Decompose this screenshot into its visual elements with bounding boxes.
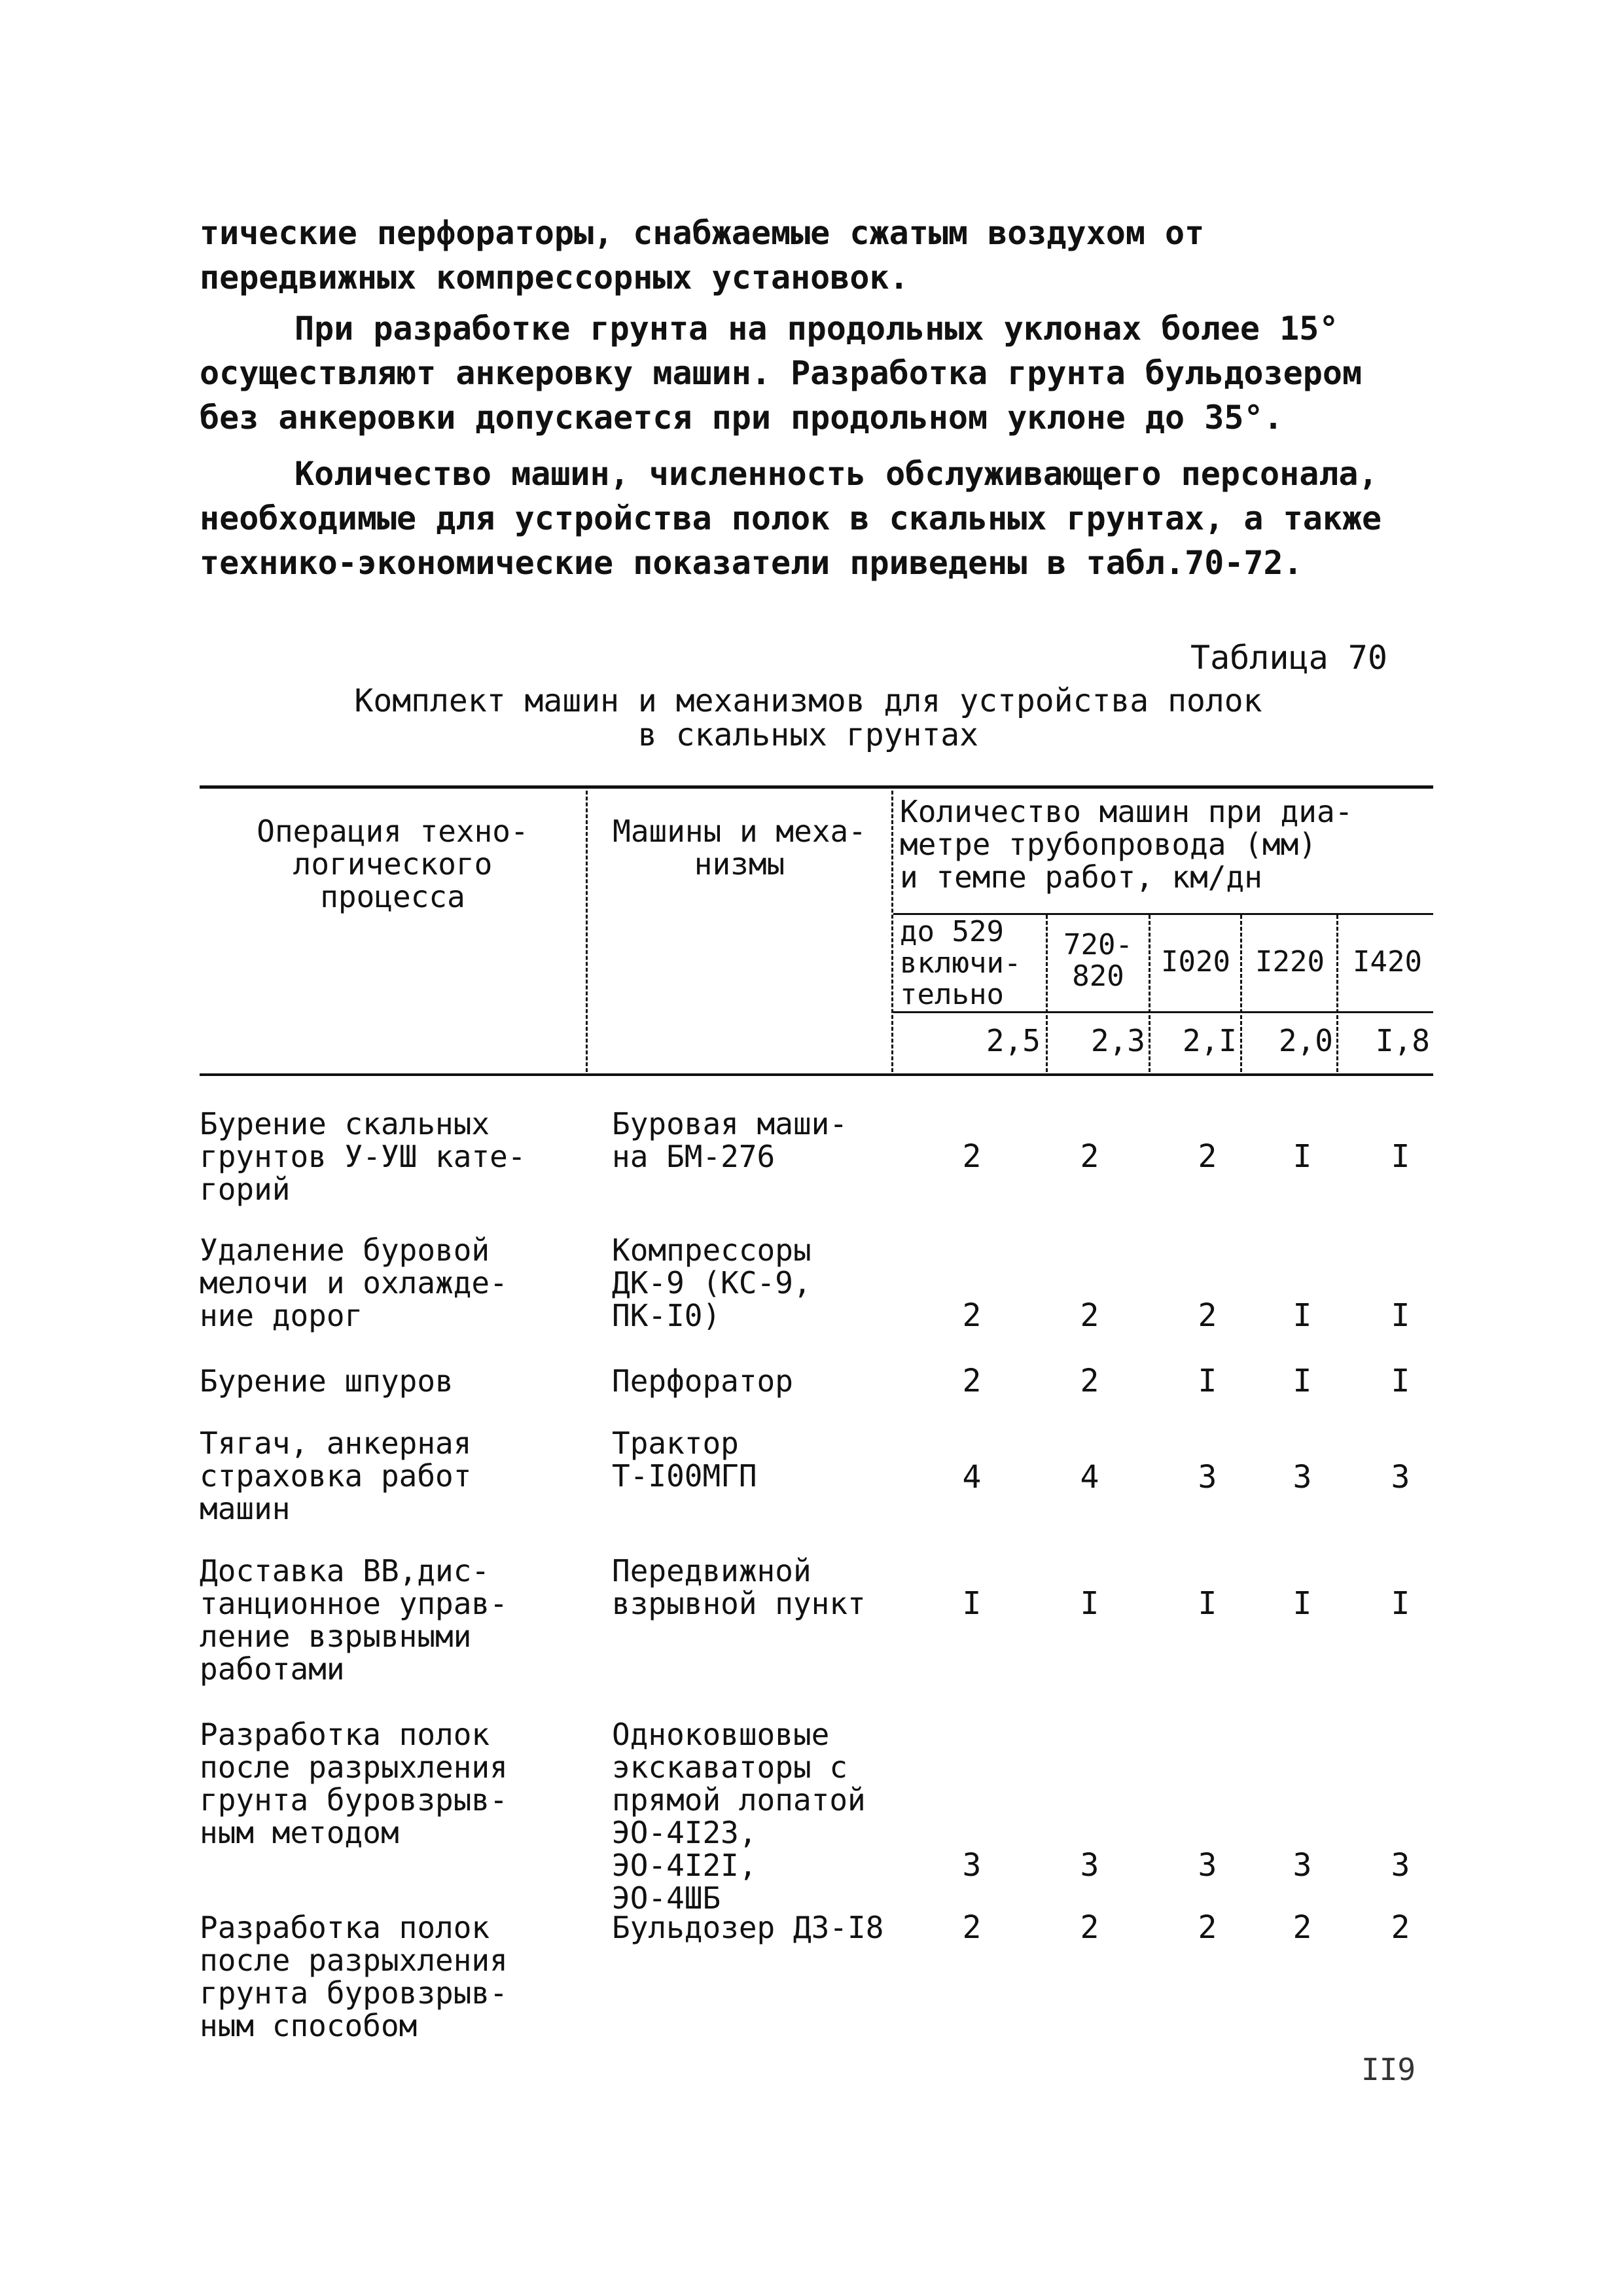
table-header-bottom-rule: [200, 1073, 1433, 1076]
row-3-value-1: 2: [962, 1363, 982, 1399]
paragraph-slopes-text: При разработке грунта на продольных уклонах более 15° осуществляют анкеровку машин. Разработка грунта бульдозером без анкеровки допускается при продольном уклоне до 35°.: [200, 310, 1363, 437]
row-1-value-4: I: [1293, 1138, 1312, 1175]
row-5-value-5: I: [1391, 1585, 1410, 1622]
table-column-divider: [1149, 915, 1150, 1072]
row-4-machines: Трактор Т-I00МГП: [612, 1426, 757, 1494]
row-3-value-3: I: [1198, 1363, 1217, 1399]
header-rate-5: I,8: [1375, 1023, 1430, 1058]
row-6-value-3: 3: [1198, 1847, 1217, 1884]
row-5-value-1: I: [962, 1585, 982, 1622]
header-rate-1: 2,5: [986, 1023, 1041, 1058]
row-1-value-3: 2: [1198, 1138, 1217, 1175]
row-4-value-5: 3: [1391, 1459, 1410, 1496]
row-2-operation: Удаление буровой мелочи и охлажде- ние дорог: [200, 1232, 508, 1333]
header-diameter-5: I420: [1353, 945, 1422, 978]
row-6-value-5: 3: [1391, 1847, 1410, 1884]
row-2-machines: Компрессоры ДК-9 (КС-9, ПК-I0): [612, 1232, 812, 1333]
row-2-value-3: 2: [1198, 1297, 1217, 1334]
table-column-divider: [586, 791, 588, 1072]
row-7-value-2: 2: [1080, 1909, 1099, 1946]
table-column-divider: [891, 791, 893, 1072]
paragraph-continuation: тические перфораторы, снабжаемые сжатым воздухом от передвижных компрессорных установок.: [200, 214, 1205, 296]
row-2-value-1: 2: [962, 1297, 982, 1334]
header-rate-2: 2,3: [1090, 1023, 1145, 1058]
paragraph-reference-text: Количество машин, численность обслуживающего персонала, необходимые для устройства полок в скальных грунтах, а также технико-экономические показатели приведены в табл.70-72.: [200, 455, 1382, 582]
row-2-value-5: I: [1391, 1297, 1410, 1334]
row-7-value-4: 2: [1293, 1909, 1312, 1946]
row-1-value-2: 2: [1080, 1138, 1099, 1175]
row-1-value-5: I: [1391, 1138, 1410, 1175]
row-4-operation: Тягач, анкерная страховка работ машин: [200, 1426, 472, 1526]
row-3-value-2: 2: [1080, 1363, 1099, 1399]
row-3-value-4: I: [1293, 1363, 1312, 1399]
row-1-operation: Бурение скальных грунтов У-УШ кате- горий: [200, 1106, 526, 1207]
header-rate-4: 2,0: [1278, 1023, 1333, 1058]
row-2-value-4: I: [1293, 1297, 1312, 1334]
row-7-value-5: 2: [1391, 1909, 1410, 1946]
row-7-value-1: 2: [962, 1909, 982, 1946]
row-5-value-2: I: [1080, 1585, 1099, 1622]
row-6-operation: Разработка полок после разрыхления грунта буровзрыв- ным методом: [200, 1717, 508, 1850]
row-5-operation: Доставка ВВ,дис- танционное управ- ление взрывными работами: [200, 1553, 508, 1687]
header-diameter-1: до 529 включи- тельно: [900, 915, 1022, 1011]
table-column-divider: [1046, 915, 1048, 1072]
table-top-rule: [200, 785, 1433, 789]
header-diameter-2: 720- 820: [1063, 928, 1133, 993]
table-caption-line-2: в скальных грунтах: [637, 717, 979, 753]
row-1-value-1: 2: [962, 1138, 982, 1175]
row-4-value-2: 4: [1080, 1459, 1099, 1496]
table-column-divider: [1240, 915, 1242, 1072]
row-4-value-4: 3: [1293, 1459, 1312, 1496]
row-7-machines: Бульдозер ДЗ-I8: [612, 1910, 884, 1945]
header-diameter-4: I220: [1255, 945, 1325, 978]
row-4-value-3: 3: [1198, 1459, 1217, 1496]
table-column-divider: [1336, 915, 1338, 1072]
header-rate-3: 2,I: [1182, 1023, 1237, 1058]
row-6-value-1: 3: [962, 1847, 982, 1884]
row-5-value-3: I: [1198, 1585, 1217, 1622]
row-1-machines: Буровая маши- на БМ-276: [612, 1106, 848, 1174]
row-6-value-2: 3: [1080, 1847, 1099, 1884]
table-header-rule-2: [893, 1011, 1433, 1013]
paragraph-slopes: [200, 306, 1397, 440]
row-7-value-3: 2: [1198, 1909, 1217, 1946]
page-number: II9: [1361, 2052, 1416, 2087]
row-3-machines: Перфоратор: [612, 1363, 793, 1399]
header-operation: Операция техно- логического процесса: [257, 814, 529, 914]
row-3-value-5: I: [1391, 1363, 1410, 1399]
table-number: Таблица 70: [1190, 639, 1387, 677]
header-diameter-3: I020: [1161, 945, 1230, 978]
row-7-operation: Разработка полок после разрыхления грунта буровзрыв- ным способом: [200, 1910, 508, 2043]
table-caption: [200, 684, 1417, 752]
row-6-value-4: 3: [1293, 1847, 1312, 1884]
header-quantity: Количество машин при диа- метре трубопровода (мм) и темпе работ, км/дн: [900, 794, 1353, 895]
row-5-value-4: I: [1293, 1585, 1312, 1622]
row-6-machines: Одноковшовые экскаваторы с прямой лопатой ЭО-4I23, ЭО-4I2I, ЭО-4ШБ: [612, 1717, 866, 1916]
paragraph-reference: [200, 452, 1397, 585]
header-machines: Машины и меха- низмы: [613, 814, 866, 882]
row-5-machines: Передвижной взрывной пункт: [612, 1553, 866, 1621]
table-caption-line-1: Комплект машин и механизмов для устройства полок: [354, 683, 1262, 719]
row-4-value-1: 4: [962, 1459, 982, 1496]
row-3-operation: Бурение шпуров: [200, 1363, 454, 1399]
row-2-value-2: 2: [1080, 1297, 1099, 1334]
